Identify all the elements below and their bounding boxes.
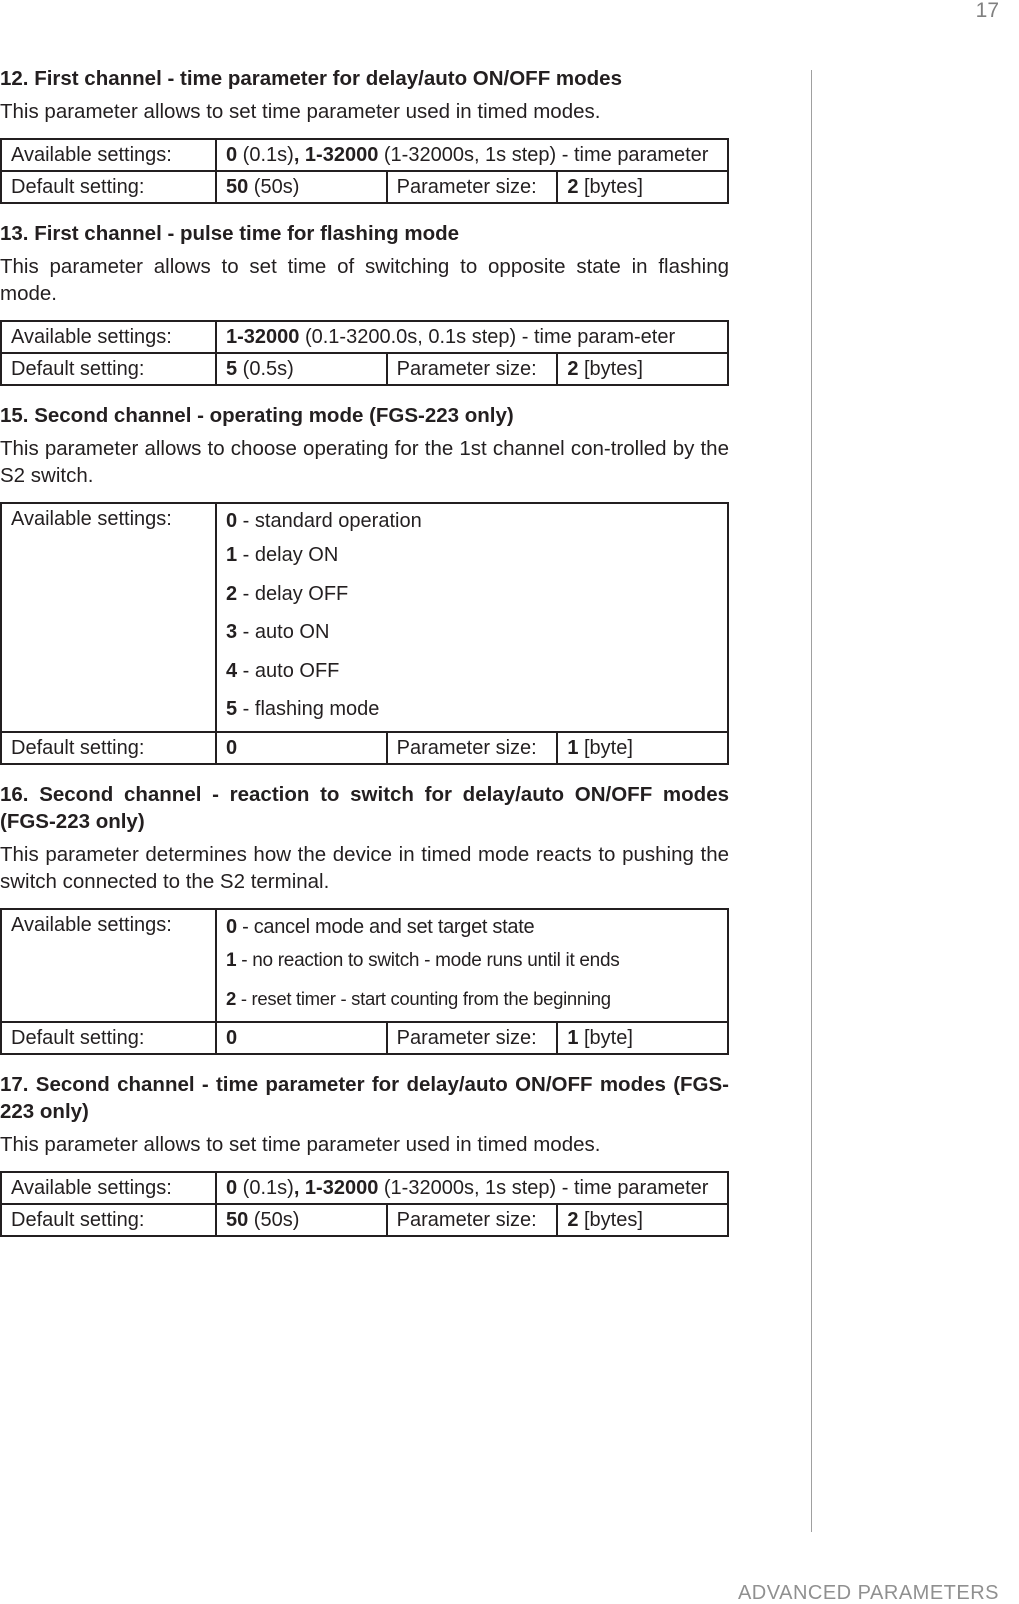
parameter-section-12 [0, 65, 729, 204]
available-settings-value [216, 1172, 728, 1204]
parameter-size-label: Parameter size: [387, 171, 558, 203]
parameter-size-value [557, 353, 728, 385]
default-value: 5 [226, 358, 238, 380]
size-value: 1 [567, 736, 579, 759]
available-settings-options [216, 909, 728, 1022]
setting-text: (0.1-3200.0s, 0.1s step) - time param-eter [299, 326, 676, 348]
size-value: 2 [567, 358, 579, 380]
parameter-section-13 [0, 220, 729, 386]
available-settings-row [1, 503, 728, 732]
available-settings-label: Available settings: [1, 1172, 216, 1204]
available-settings-label: Available settings: [1, 503, 216, 732]
document-content [0, 65, 729, 1253]
default-setting-row [1, 1022, 728, 1054]
default-setting-label: Default setting: [1, 171, 216, 203]
parameter-section-15 [0, 402, 729, 765]
size-value: 1 [567, 1026, 579, 1049]
section-title: 16. Second channel - reaction to switch for delay/auto ON/OFF modes (FGS-223 only) [0, 782, 729, 833]
default-setting-value [216, 353, 387, 385]
available-settings-value [216, 321, 728, 353]
available-settings-row [1, 1172, 728, 1204]
size-text: [byte] [578, 1026, 633, 1049]
default-value: 50 [226, 1208, 249, 1231]
option-item: 1 - no reaction to switch - mode runs until it ends [226, 949, 620, 971]
parameter-size-value [557, 171, 728, 203]
parameter-table [0, 502, 729, 765]
available-settings-label: Available settings: [1, 909, 216, 1022]
default-text: (50s) [248, 176, 300, 198]
default-text: (0.5s) [237, 358, 294, 380]
size-value: 2 [567, 1208, 579, 1231]
parameter-size-label: Parameter size: [387, 1204, 558, 1236]
default-value: 0 [226, 736, 238, 759]
parameter-size-label: Parameter size: [387, 1022, 558, 1054]
default-setting-label: Default setting: [1, 1022, 216, 1054]
option-item: 5 - flashing mode [226, 698, 380, 720]
section-title: 17. Second channel - time parameter for delay/auto ON/OFF modes (FGS-223 only) [0, 1072, 729, 1123]
default-setting-value [216, 171, 387, 203]
default-setting-label: Default setting: [1, 732, 216, 764]
setting-text: (1-32000s, 1s step) - time parameter [378, 144, 709, 166]
parameter-table [0, 908, 729, 1055]
section-description: This parameter allows to choose operating for the 1st channel con-trolled by the S2 switch. [0, 437, 729, 487]
setting-value: , 1-32000 [293, 1176, 379, 1199]
parameter-size-label: Parameter size: [387, 353, 558, 385]
available-settings-row [1, 321, 728, 353]
default-value: 0 [226, 1026, 238, 1049]
default-setting-value [216, 1022, 387, 1054]
parameter-size-value [557, 1022, 728, 1054]
size-value: 2 [567, 176, 579, 198]
default-setting-label: Default setting: [1, 353, 216, 385]
parameter-section-17 [0, 1071, 729, 1237]
page-number: 17 [975, 0, 999, 22]
default-setting-row [1, 171, 728, 203]
parameter-section-16 [0, 781, 729, 1055]
size-text: [bytes] [578, 358, 643, 380]
setting-value: 1-32000 [226, 326, 300, 348]
setting-text: (0.1s) [237, 1176, 294, 1199]
parameter-size-label: Parameter size: [387, 732, 558, 764]
section-title: 13. First channel - pulse time for flashing mode [0, 222, 460, 245]
setting-value: , 1-32000 [293, 144, 379, 166]
parameter-size-value [557, 732, 728, 764]
parameter-size-value [557, 1204, 728, 1236]
setting-value: 0 [226, 1176, 238, 1199]
default-text: (50s) [248, 1208, 300, 1231]
size-text: [byte] [578, 736, 633, 759]
side-divider [811, 70, 812, 1532]
section-title: 15. Second channel - operating mode (FGS-223 only) [0, 404, 514, 427]
footer-section-label: ADVANCED PARAMETERS [737, 1582, 999, 1604]
available-settings-value [216, 139, 728, 171]
available-settings-label: Available settings: [1, 321, 216, 353]
available-settings-label: Available settings: [1, 139, 216, 171]
default-value: 50 [226, 176, 249, 198]
section-title: 12. First channel - time parameter for delay/auto ON/OFF modes [0, 67, 622, 90]
setting-text: (0.1s) [237, 144, 294, 166]
default-setting-row [1, 353, 728, 385]
parameter-table [0, 1171, 729, 1237]
setting-text: (1-32000s, 1s step) - time parameter [378, 1176, 709, 1199]
option-item: 2 - delay OFF [226, 582, 349, 605]
section-description: This parameter determines how the device in timed mode reacts to pushing the switch connected to the S2 terminal. [0, 842, 729, 893]
default-setting-value [216, 732, 387, 764]
default-setting-row [1, 732, 728, 764]
option-item: 1 - delay ON [226, 544, 339, 566]
default-setting-value [216, 1204, 387, 1236]
size-text: [bytes] [578, 1208, 643, 1231]
option-item: 0 - cancel mode and set target state [226, 915, 535, 938]
default-setting-row [1, 1204, 728, 1236]
available-settings-options [216, 503, 728, 732]
section-description: This parameter allows to set time parameter used in timed modes. [0, 1132, 601, 1156]
parameter-table [0, 138, 729, 204]
available-settings-row [1, 909, 728, 1022]
option-item: 2 - reset timer - start counting from the beginning [226, 988, 611, 1009]
option-item: 3 - auto ON [226, 621, 330, 643]
option-item: 0 - standard operation [226, 510, 422, 532]
available-settings-row [1, 139, 728, 171]
option-item: 4 - auto OFF [226, 659, 340, 682]
section-description: This parameter allows to set time parameter used in timed modes. [0, 100, 601, 123]
default-setting-label: Default setting: [1, 1204, 216, 1236]
parameter-table [0, 320, 729, 386]
section-description: This parameter allows to set time of switching to opposite state in flashing mode. [0, 255, 729, 305]
setting-value: 0 [226, 144, 238, 166]
size-text: [bytes] [578, 176, 643, 198]
